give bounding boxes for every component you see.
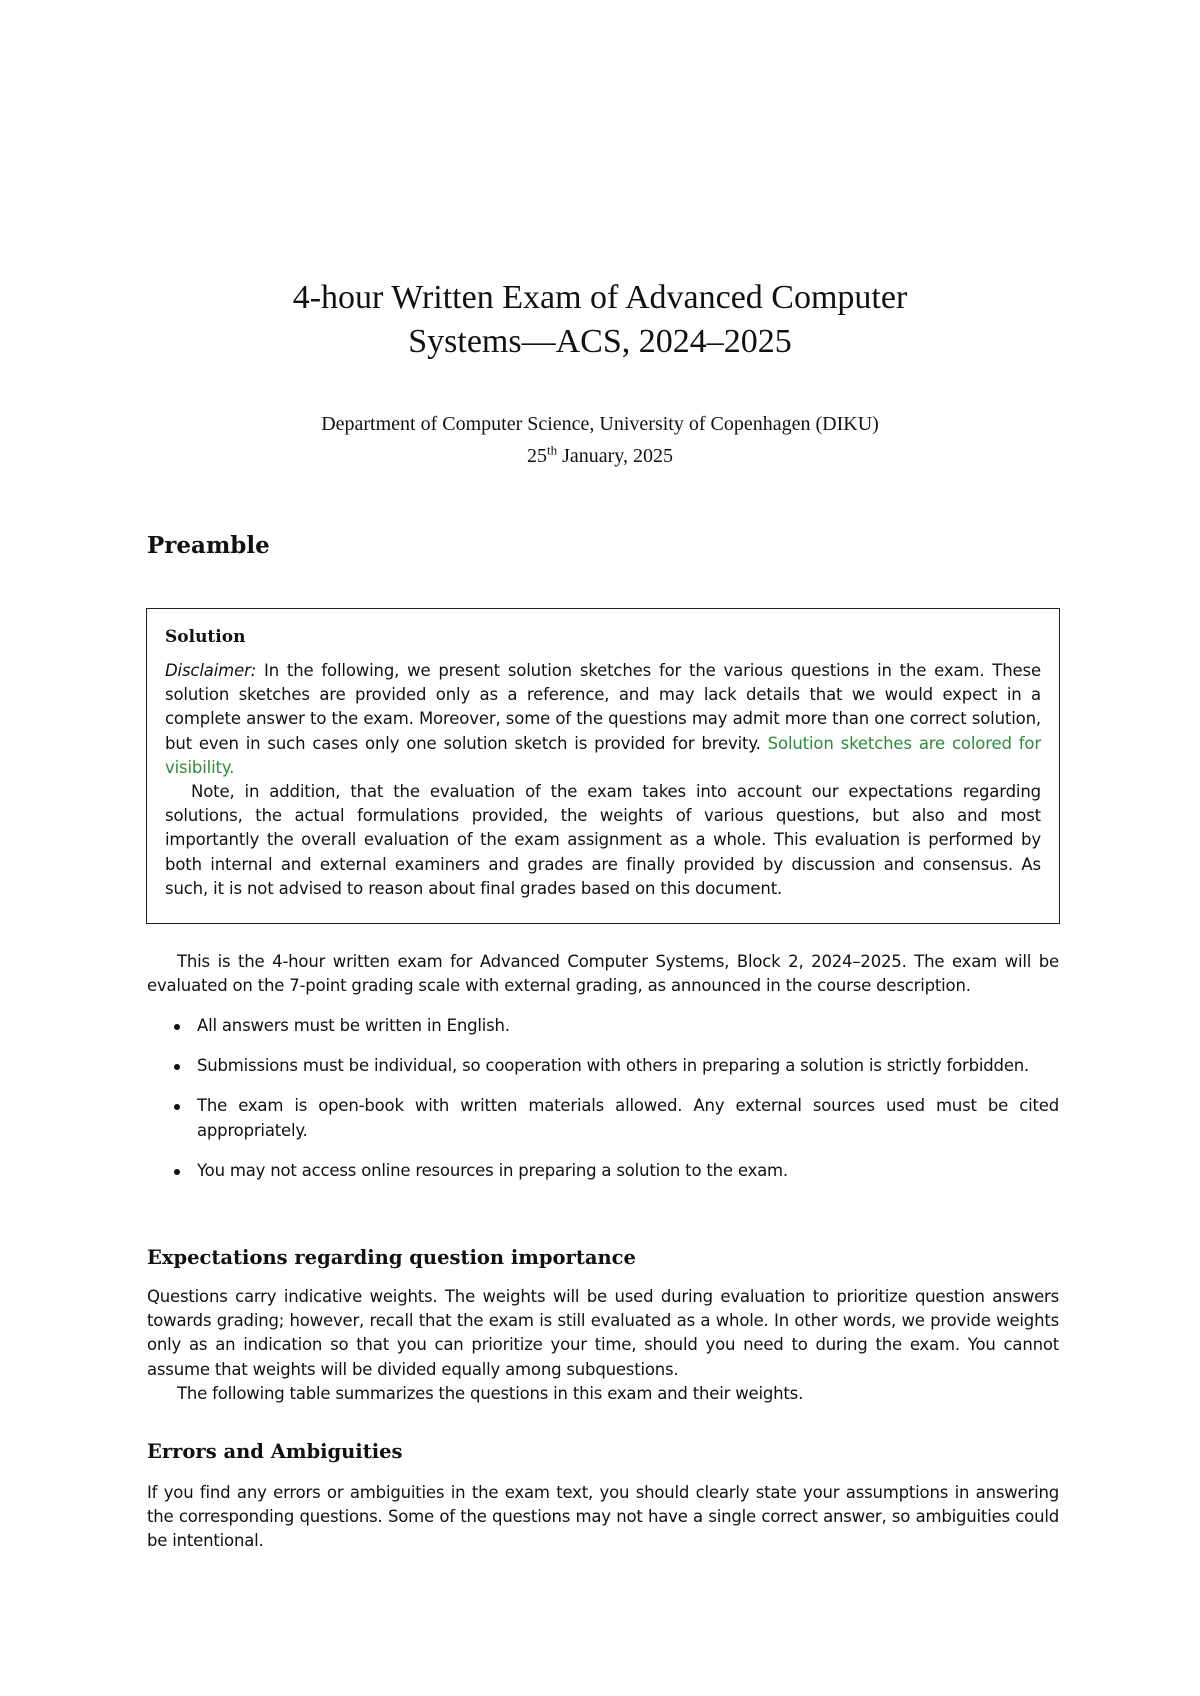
errors-block <box>147 1481 1059 1554</box>
intro-paragraph: This is the 4-hour written exam for Advanced Computer Systems, Block 2, 2024–2025. The exam will be evaluated on the 7-point grading scale with external grading, as announced in the course description. <box>147 952 1059 996</box>
solution-heading: Solution <box>165 627 246 647</box>
bullet-icon <box>174 1024 180 1030</box>
expectations-block <box>147 1285 1059 1406</box>
solution-box <box>146 608 1060 924</box>
expectations-paragraph-2: The following table summarizes the questions in this exam and their weights. <box>177 1383 804 1403</box>
bullet-icon <box>174 1169 180 1175</box>
list-item <box>147 1014 1059 1038</box>
note-paragraph: Note, in addition, that the evaluation of the exam takes into account our expectations regarding solutions, the actual formulations provided, the weights of various questions, but also and most importantly the overall evaluation of the exam assignment as a whole. This evaluation is performed by both internal and external examiners and grades are finally provided by discussion and consensus. As such, it is not advised to reason about final grades based on this document. <box>165 782 1041 898</box>
errors-heading: Errors and Ambiguities <box>147 1440 403 1463</box>
bullet-icon <box>174 1064 180 1070</box>
date-suffix: th <box>546 442 558 458</box>
affiliation: Department of Computer Science, University of Copenhagen (DIKU) <box>321 413 879 435</box>
rules-list <box>147 1014 1059 1199</box>
title-line-1: 4-hour Written Exam of Advanced Computer <box>292 279 908 316</box>
rule-text: You may not access online resources in preparing a solution to the exam. <box>197 1160 788 1180</box>
disclaimer-text: In the following, we present solution sketches for the various questions in the exam. These solution sketches are provided only as a reference, and may lack details that we would expect in a complete answer to the exam. Moreover, some of the questions may admit more than one correct solution, but even in such cases only one solution sketch is provided for brevity. <box>165 661 1041 753</box>
list-item <box>147 1054 1059 1078</box>
list-item <box>147 1159 1059 1183</box>
intro-paragraph-block <box>147 950 1059 998</box>
exam-date <box>150 440 1050 472</box>
list-item <box>147 1094 1059 1142</box>
rule-text: All answers must be written in English. <box>197 1016 510 1035</box>
expectations-paragraph-1: Questions carry indicative weights. The weights will be used during evaluation to prioritize question answers towards grading; however, recall that the exam is still evaluated as a whole. In other words, we provide weights only as an indication so that you can prioritize your time, should you need to during the exam. You cannot assume that weights will be divided equally among subquestions. <box>147 1287 1059 1379</box>
preamble-heading: Preamble <box>147 532 270 559</box>
bullet-icon <box>174 1104 180 1110</box>
title-line-2: Systems—ACS, 2024–2025 <box>408 323 792 360</box>
exam-title <box>150 276 1050 364</box>
expectations-heading: Expectations regarding question importance <box>147 1246 636 1269</box>
errors-paragraph: If you find any errors or ambiguities in the exam text, you should clearly state your assumptions in answering the corresponding questions. Some of the questions may not have a single correct answer, so ambiguities could be intentional. <box>147 1483 1059 1551</box>
date-rest: January, 2025 <box>557 445 674 467</box>
rule-text: The exam is open-book with written materials allowed. Any external sources used must be cited appropriately. <box>197 1096 1059 1140</box>
date-day: 25 <box>526 445 547 467</box>
disclaimer-green-text: Solution sketches are colored for visibility. <box>165 733 1041 777</box>
disclaimer-label: Disclaimer: <box>165 661 257 680</box>
disclaimer-paragraph <box>165 659 1041 780</box>
rule-text: Submissions must be individual, so cooperation with others in preparing a solution is strictly forbidden. <box>197 1056 1030 1076</box>
affiliation-block <box>150 408 1050 472</box>
